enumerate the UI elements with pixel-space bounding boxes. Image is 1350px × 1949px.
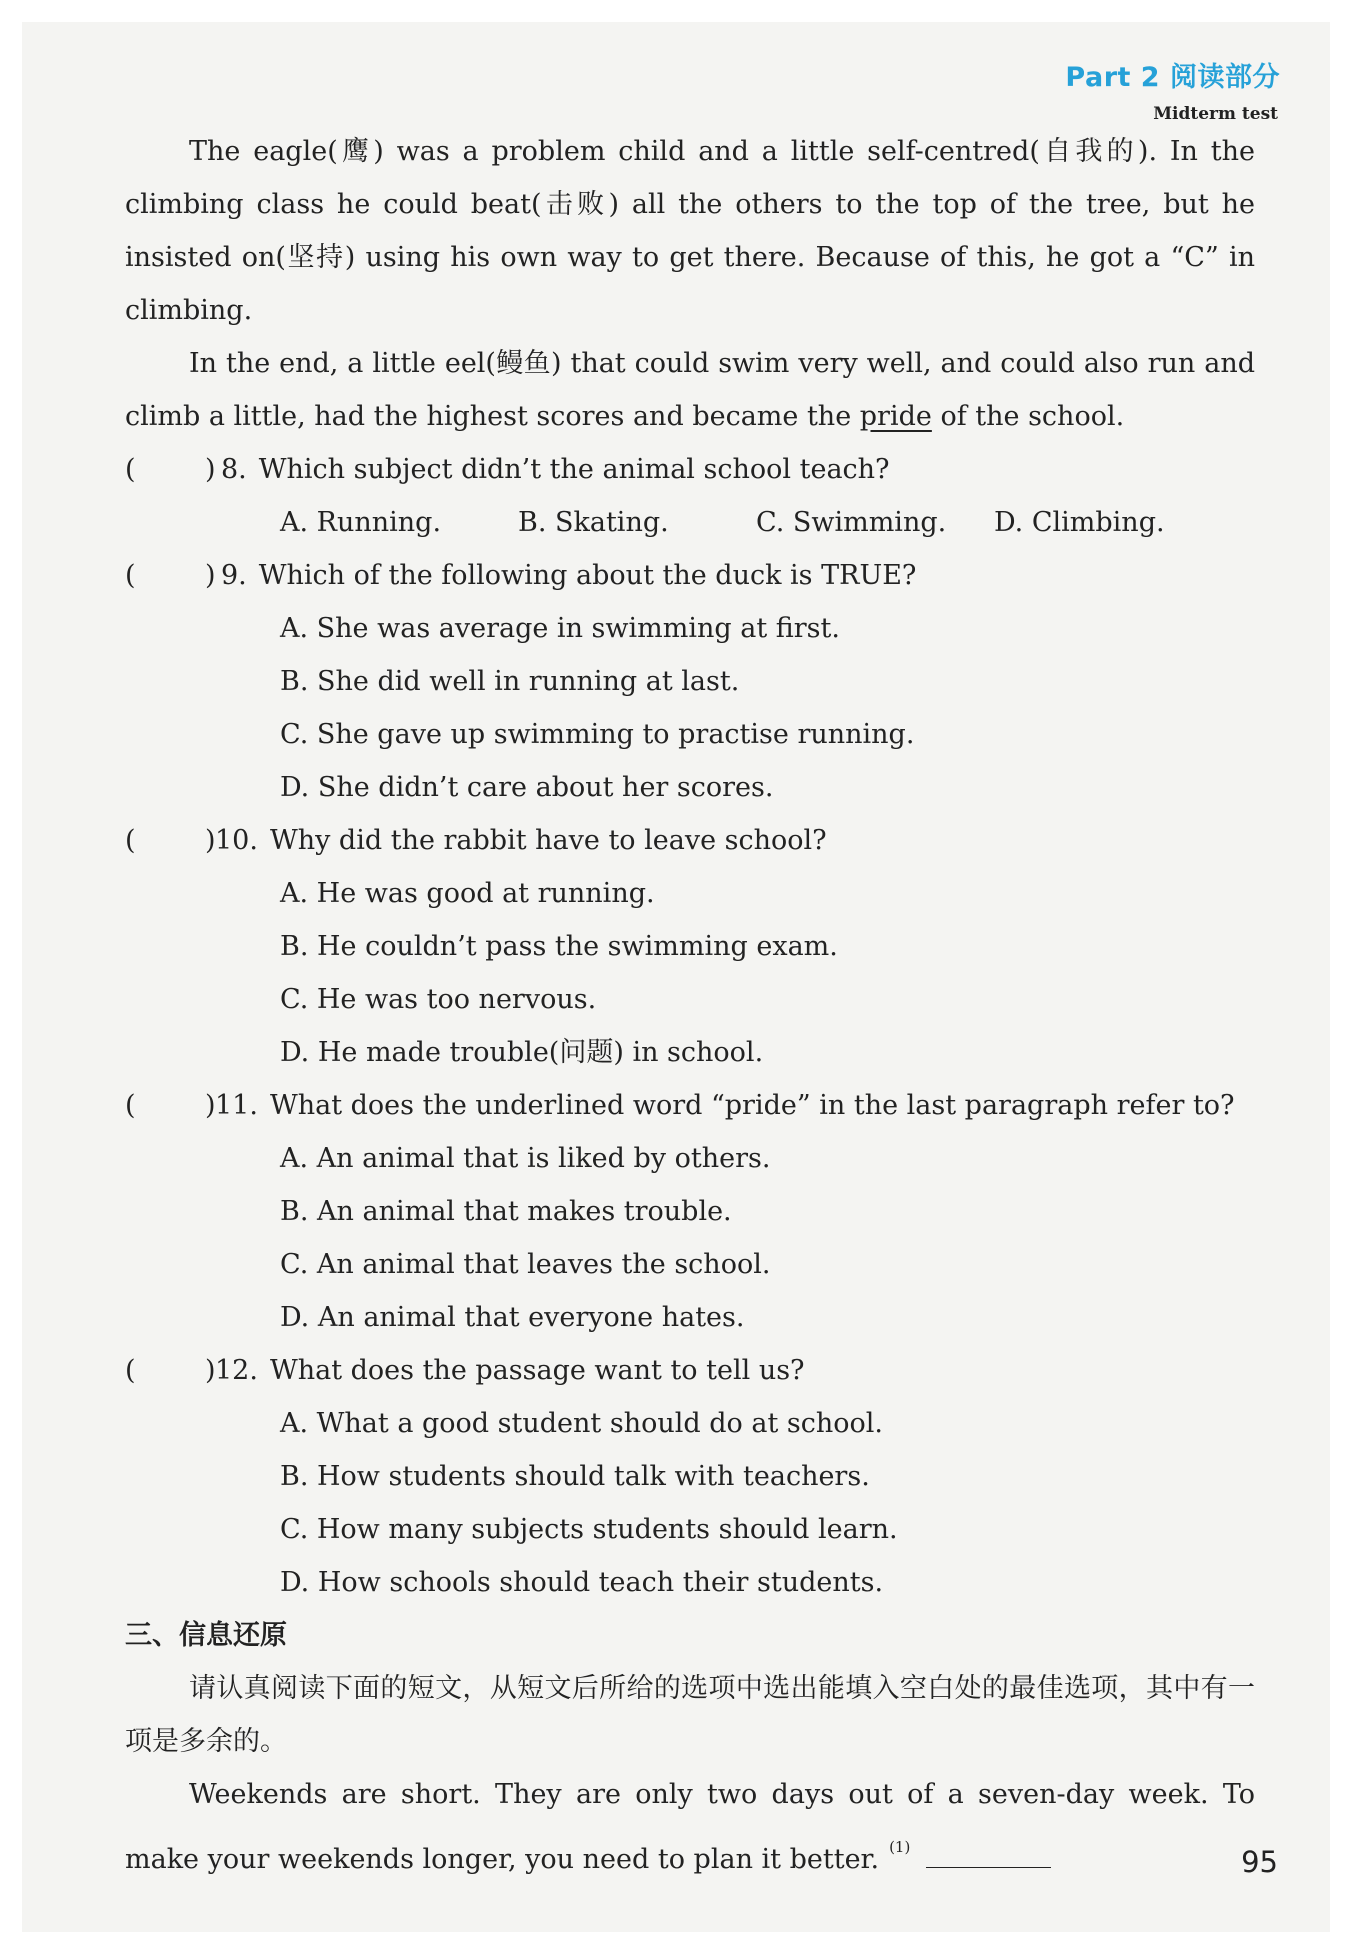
question-text: What does the passage want to tell us? <box>269 1355 805 1386</box>
option-a: A. An animal that is liked by others. <box>280 1143 771 1174</box>
option-a: A. She was average in swimming at first. <box>280 613 840 644</box>
option-c: C. An animal that leaves the school. <box>280 1249 771 1280</box>
answer-paren-open: ( <box>125 825 136 856</box>
question-text: Which of the following about the duck is TRUE? <box>258 560 917 591</box>
section-3-passage-text: Weekends are short. They are only two days out of a seven-day week. To make your weekends longer, you need to plan it better. <box>125 1779 1255 1875</box>
question-8-options <box>125 496 1255 549</box>
option-b: B. Skating. <box>518 507 669 538</box>
answer-paren-close: ) <box>205 825 216 856</box>
option-a: A. What a good student should do at school. <box>280 1408 883 1439</box>
passage-paragraph-1: The eagle(鹰) was a problem child and a little self-centred(自我的). In the climbing class he could beat(击败) all the others to the top of the tree, but he insisted on(坚持) using his own way to get there. Because of this, he got a “C” in climbing. <box>125 136 1255 326</box>
underlined-word-pride: pride <box>859 401 932 432</box>
answer-paren-open: ( <box>125 454 136 485</box>
option-a: A. He was good at running. <box>280 878 655 909</box>
question-10 <box>125 814 1255 867</box>
blank-number: (1) <box>889 1838 911 1856</box>
section-3-passage <box>125 1768 1255 1886</box>
option-c: C. She gave up swimming to practise running. <box>280 719 915 750</box>
option-c: C. How many subjects students should learn. <box>280 1514 898 1545</box>
answer-paren-open: ( <box>125 1355 136 1386</box>
question-9 <box>125 549 1255 602</box>
option-b: B. An animal that makes trouble. <box>280 1196 732 1227</box>
question-number: 11. <box>215 1090 258 1121</box>
section-3-instruction: 请认真阅读下面的短文，从短文后所给的选项中选出能填入空白处的最佳选项，其中有一项是多余的。 <box>125 1673 1255 1757</box>
main-content <box>125 125 1255 1886</box>
passage-paragraph-2-end: of the school. <box>931 401 1125 432</box>
question-8 <box>125 443 1255 496</box>
answer-paren-open: ( <box>125 1090 136 1121</box>
question-text: What does the underlined word “pride” in the last paragraph refer to? <box>269 1090 1235 1121</box>
answer-paren-close: ) <box>205 560 216 591</box>
option-c: C. He was too nervous. <box>280 984 597 1015</box>
question-text: Which subject didn’t the animal school teach? <box>258 454 890 485</box>
answer-paren-close: ) <box>205 1090 216 1121</box>
question-number: 9. <box>221 560 247 591</box>
passage-paragraph-2 <box>125 337 1255 443</box>
question-number: 12. <box>215 1355 258 1386</box>
option-b: B. She did well in running at last. <box>280 666 740 697</box>
answer-paren-close: ) <box>205 1355 216 1386</box>
question-number: 10. <box>215 825 258 856</box>
option-a: A. Running. <box>280 507 442 538</box>
question-number: 8. <box>221 454 247 485</box>
header-part-label: Part 2 阅读部分 <box>1065 62 1280 93</box>
header-subtitle: Midterm test <box>1153 104 1278 124</box>
option-d: D. An animal that everyone hates. <box>280 1302 745 1333</box>
option-d: D. He made trouble(问题) in school. <box>280 1037 764 1068</box>
option-c: C. Swimming. <box>756 507 947 538</box>
option-d: D. Climbing. <box>994 507 1165 538</box>
option-b: B. How students should talk with teachers. <box>280 1461 870 1492</box>
question-12 <box>125 1344 1255 1397</box>
answer-paren-open: ( <box>125 560 136 591</box>
page-number: 95 <box>1241 1845 1278 1879</box>
section-3-title: 三、信息还原 <box>125 1620 287 1651</box>
question-text: Why did the rabbit have to leave school? <box>269 825 827 856</box>
answer-paren-close: ) <box>205 454 216 485</box>
option-b: B. He couldn’t pass the swimming exam. <box>280 931 838 962</box>
option-d: D. How schools should teach their students. <box>280 1567 884 1598</box>
passage-paragraph-2-start: In the end, a little eel(鳗鱼) that could swim very well, and could also run and climb a little, had the highest scores and became the <box>125 348 1255 432</box>
answer-blank <box>926 1837 1051 1868</box>
option-d: D. She didn’t care about her scores. <box>280 772 774 803</box>
question-11 <box>125 1079 1255 1132</box>
